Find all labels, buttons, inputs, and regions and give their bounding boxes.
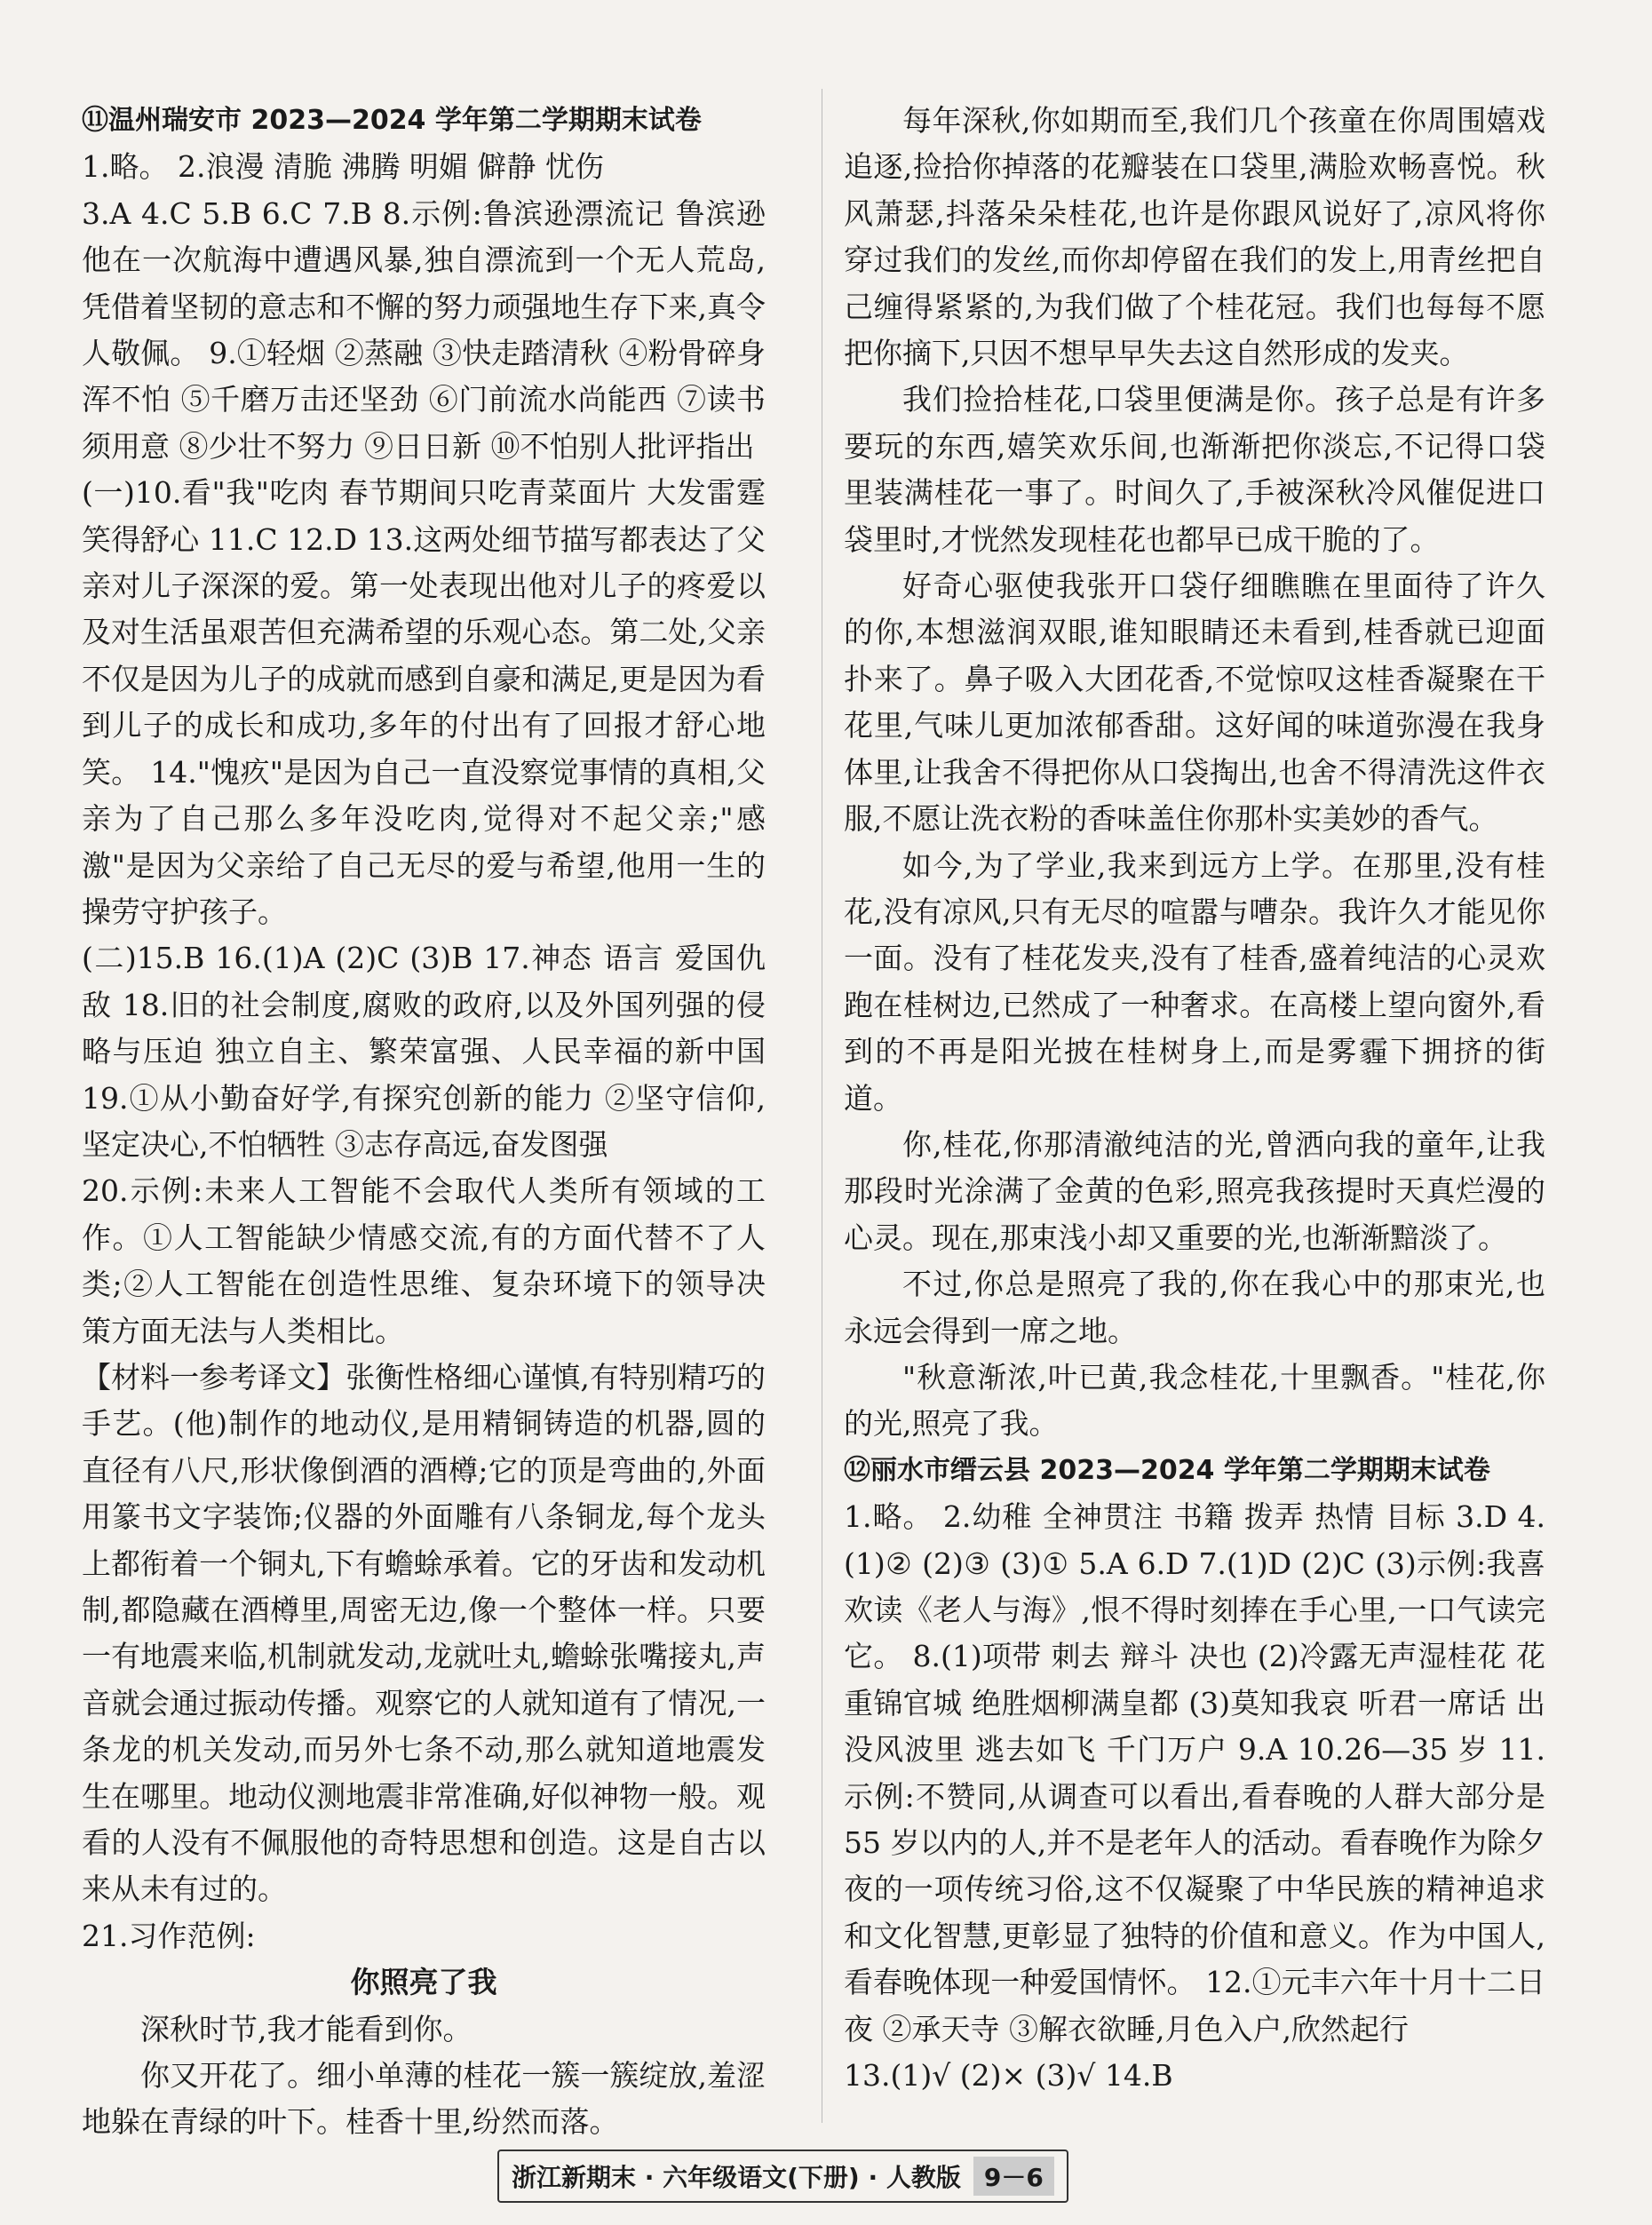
right-column	[844, 98, 1545, 2099]
left-column	[82, 98, 766, 2146]
paragraph: (一)10.看"我"吃肉 春节期间只吃青菜面片 大发雷霆 笑得舒心 11.C 12.D 13.这两处细节描写都表达了父亲对儿子深深的爱。第一处表现出他对儿子的疼爱以及对生活虽艰苦但充满希望的乐观心态。第二处,父亲不仅是因为儿子的成就而感到自豪和满足,更是因为看到儿子的成长和成功,多年的付出有了回报才舒心地笑。 14."愧疚"是因为自己一直没察觉事情的真相,父亲为了自己那么多年没吃肉,觉得对不起父亲;"感激"是因为父亲给了自己无尽的爱与希望,他用一生的操劳守护孩子。	[82, 475, 766, 929]
paragraph: 你,桂花,你那清澈纯洁的光,曾洒向我的童年,让我那段时光涂满了金黄的色彩,照亮我孩提时天真烂漫的心灵。现在,那束浅小却又重要的光,也渐渐黯淡了。	[844, 1126, 1545, 1255]
paragraph: (二)15.B 16.(1)A (2)C (3)B 17.神态 语言 爱国仇敌 18.旧的社会制度,腐败的政府,以及外国列强的侵略与压迫 独立自主、繁荣富强、人民幸福的新中国 19.①从小勤奋好学,有探究创新的能力 ②坚守信仰,坚定决心,不怕牺牲 ③志存高远,奋发图强	[82, 941, 766, 1162]
paragraph: 【材料一参考译文】张衡性格细心谨慎,有特别精巧的手艺。(他)制作的地动仪,是用精铜铸造的机器,圆的直径有八尺,形状像倒酒的酒樽;它的顶是弯曲的,外面用篆书文字装饰;仪器的外面雕有八条铜龙,每个龙头上都衔着一个铜丸,下有蟾蜍承着。它的牙齿和发动机制,都隐藏在酒樽里,周密无边,像一个整体一样。只要一有地震来临,机制就发动,龙就吐丸,蟾蜍张嘴接丸,声音就会通过振动传播。观察它的人就知道有了情况,一条龙的机关发动,而另外七条不动,那么就知道地震发生在哪里。地动仪测地震非常准确,好似神物一般。观看的人没有不佩服他的奇特思想和创造。这是自古以来从未有过的。	[82, 1359, 766, 1907]
paragraph: 每年深秋,你如期而至,我们几个孩童在你周围嬉戏追逐,捡拾你掉落的花瓣装在口袋里,满脸欢畅喜悦。秋风萧瑟,抖落朵朵桂花,也许是你跟风说好了,凉风将你穿过我们的发丝,而你却停留在我们的发上,用青丝把自己缠得紧紧的,为我们做了个桂花冠。我们也每每不愿把你摘下,只因不想早早失去这自然形成的发夹。	[844, 103, 1545, 371]
paragraph: 20.示例:未来人工智能不会取代人类所有领域的工作。①人工智能缺少情感交流,有的方面代替不了人类;②人工智能在创造性思维、复杂环境下的领导决策方面无法与人类相比。	[82, 1173, 766, 1348]
paragraph: ⑪温州瑞安市 2023—2024 学年第二学期期末试卷	[82, 105, 702, 136]
page-number: 9－6	[973, 2157, 1054, 2196]
paragraph: ⑫丽水市缙云县 2023—2024 学年第二学期期末试卷	[844, 1454, 1490, 1486]
paragraph: 深秋时节,我才能看到你。	[140, 2011, 473, 2046]
paragraph: 好奇心驱使我张开口袋仔细瞧瞧在里面待了许久的你,本想滋润双眼,谁知眼睛还未看到,桂香就已迎面扑来了。鼻子吸入大团花香,不觉惊叹这桂香凝聚在干花里,气味儿更加浓郁香甜。这好闻的味道弥漫在我身体里,让我舍不得把你从口袋掏出,也舍不得清洗这件衣服,不愿让洗衣粉的香味盖住你那朴实美妙的香气。	[844, 568, 1545, 837]
paragraph: 1.略。 2.浪漫 清脆 沸腾 明媚 僻静 忧伤	[82, 149, 604, 185]
paragraph: 3.A 4.C 5.B 6.C 7.B 8.示例:鲁滨逊漂流记 鲁滨逊 他在一次航海中遭遇风暴,独自漂流到一个无人荒岛,凭借着坚韧的意志和不懈的努力顽强地生存下来,真令人敬佩。 9.①轻烟 ②蒸融 ③快走踏清秋 ④粉骨碎身浑不怕 ⑤千磨万击还坚劲 ⑥门前流水尚能西 ⑦读书须用意 ⑧少壮不努力 ⑨日日新 ⑩不怕别人批评指出	[82, 195, 766, 464]
paragraph: 13.(1)√ (2)× (3)√ 14.B	[844, 2058, 1173, 2094]
paragraph: "秋意渐浓,叶已黄,我念桂花,十里飘香。"桂花,你的光,照亮了我。	[844, 1359, 1545, 1442]
paragraph: 我们捡拾桂花,口袋里便满是你。孩子总是有许多要玩的东西,嬉笑欢乐间,也渐渐把你淡忘,不记得口袋里装满桂花一事了。时间久了,手被深秋冷风催促进口袋里时,才恍然发现桂花也都早已成干脆的了。	[844, 382, 1545, 557]
paragraph: 1.略。 2.幼稚 全神贯注 书籍 拨弄 热情 目标 3.D 4.(1)② (2)③ (3)① 5.A 6.D 7.(1)D (2)C (3)示例:我喜欢读《老人与海》,恨不得时刻捧在手心里,一口气读完它。 8.(1)项带 刺去 辩斗 决也 (2)冷露无声湿桂花 花重锦官城 绝胜烟柳满皇都 (3)莫知我哀 听君一席话 出没风波里 逃去如飞 千门万户 9.A 10.26—35 岁 11.示例:不赞同,从调查可以看出,看春晚的人群大部分是 55 岁以内的人,并不是老年人的活动。看春晚作为除夕夜的一项传统习俗,这不仅凝聚了中华民族的精神追求和文化智慧,更彰显了独特的价值和意义。作为中国人,看春晚体现一种爱国情怀。 12.①元丰六年十月十二日夜 ②承天寺 ③解衣欲睡,月色入户,欣然起行	[844, 1499, 1545, 2046]
footer-title: 浙江新期末 · 六年级语文(下册) · 人教版	[512, 2163, 961, 2192]
page-footer	[497, 2150, 1068, 2203]
paragraph: 不过,你总是照亮了我的,你在我心中的那束光,也永远会得到一席之地。	[844, 1267, 1545, 1348]
paragraph: 如今,为了学业,我来到远方上学。在那里,没有桂花,没有凉风,只有无尽的喧嚣与嘈杂。我许久才能见你一面。没有了桂花发夹,没有了桂香,盛着纯洁的心灵欢跑在桂树边,已然成了一种奢求。在高楼上望向窗外,看到的不再是阳光披在桂树身上,而是雾霾下拥挤的街道。	[844, 847, 1545, 1116]
essay-title: 你照亮了我	[350, 1965, 497, 2000]
paragraph: 你又开花了。细小单薄的桂花一簇一簇绽放,羞涩地躲在青绿的叶下。桂香十里,纷然而落。	[82, 2058, 766, 2140]
paragraph: 21.习作范例:	[82, 1918, 256, 1953]
